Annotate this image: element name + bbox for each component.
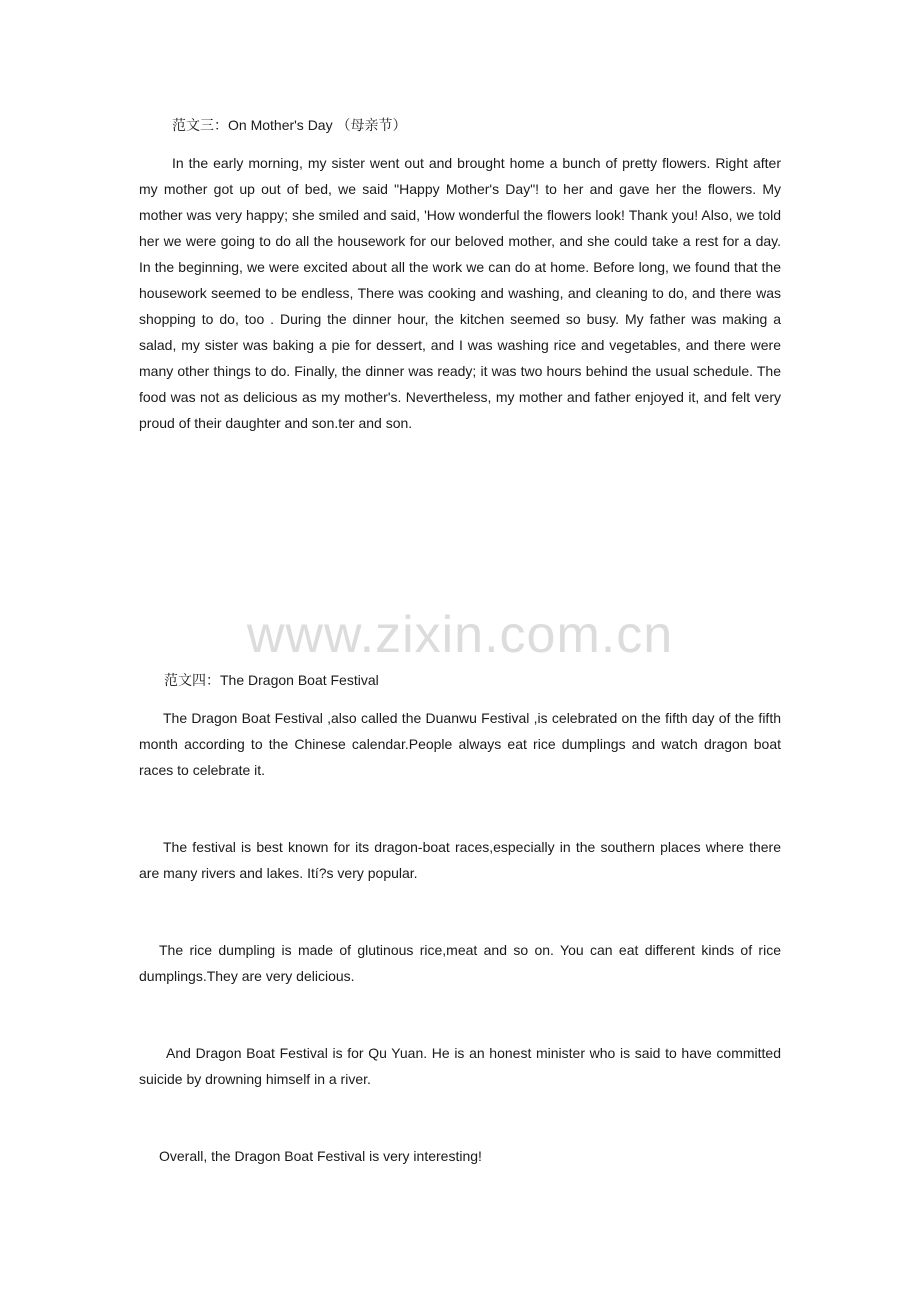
essay4-paragraph-1: The Dragon Boat Festival ,also called the Duanwu Festival ,is celebrated on the fifth day of the fifth month according to the Chinese calendar.People always eat rice dumplings and watch dragon boat races to celebrate it. xyxy=(139,710,781,778)
watermark-text: www.zixin.com.cn xyxy=(246,606,674,664)
essay4-paragraph-2: The festival is best known for its dragon-boat races,especially in the southern places where there are many rivers and lakes. Ití?s very popular. xyxy=(139,839,781,881)
essay3-body: In the early morning, my sister went out and brought home a bunch of pretty flowers. Right after my mother got up out of bed, we said "Happy Mother's Day"! to her and gave her the flowers. My mother was very happy; she smiled and said, 'How wonderful the flowers look! Thank you! Also, we told her we were going to do all the housework for our beloved mother, and she could take a rest for a day. In the beginning, we were excited about all the work we can do at home. Before long, we found that the housework seemed to be endless, There was cooking and washing, and cleaning to do, and there was shopping to do, too . During the dinner hour, the kitchen seemed so busy. My father was making a salad, my sister was baking a pie for dessert, and I was washing rice and vegetables, and there were many other things to do. Finally, the dinner was ready; it was two hours behind the usual schedule. The food was not as delicious as my mother's. Nevertheless, my mother and father enjoyed it, and felt very proud of their daughter and son.ter and son. xyxy=(139,155,781,431)
essay4-heading: 范文四：The Dragon Boat Festival xyxy=(164,672,379,688)
essay3-heading: 范文三：On Mother's Day （母亲节） xyxy=(172,117,407,133)
essay4-paragraph-3: The rice dumpling is made of glutinous rice,meat and so on. You can eat different kinds of rice dumplings.They are very delicious. xyxy=(139,942,781,984)
essay4-paragraph-4: And Dragon Boat Festival is for Qu Yuan. He is an honest minister who is said to have committed suicide by drowning himself in a river. xyxy=(139,1045,781,1087)
essay4-paragraph-5: Overall, the Dragon Boat Festival is very interesting! xyxy=(159,1148,482,1164)
